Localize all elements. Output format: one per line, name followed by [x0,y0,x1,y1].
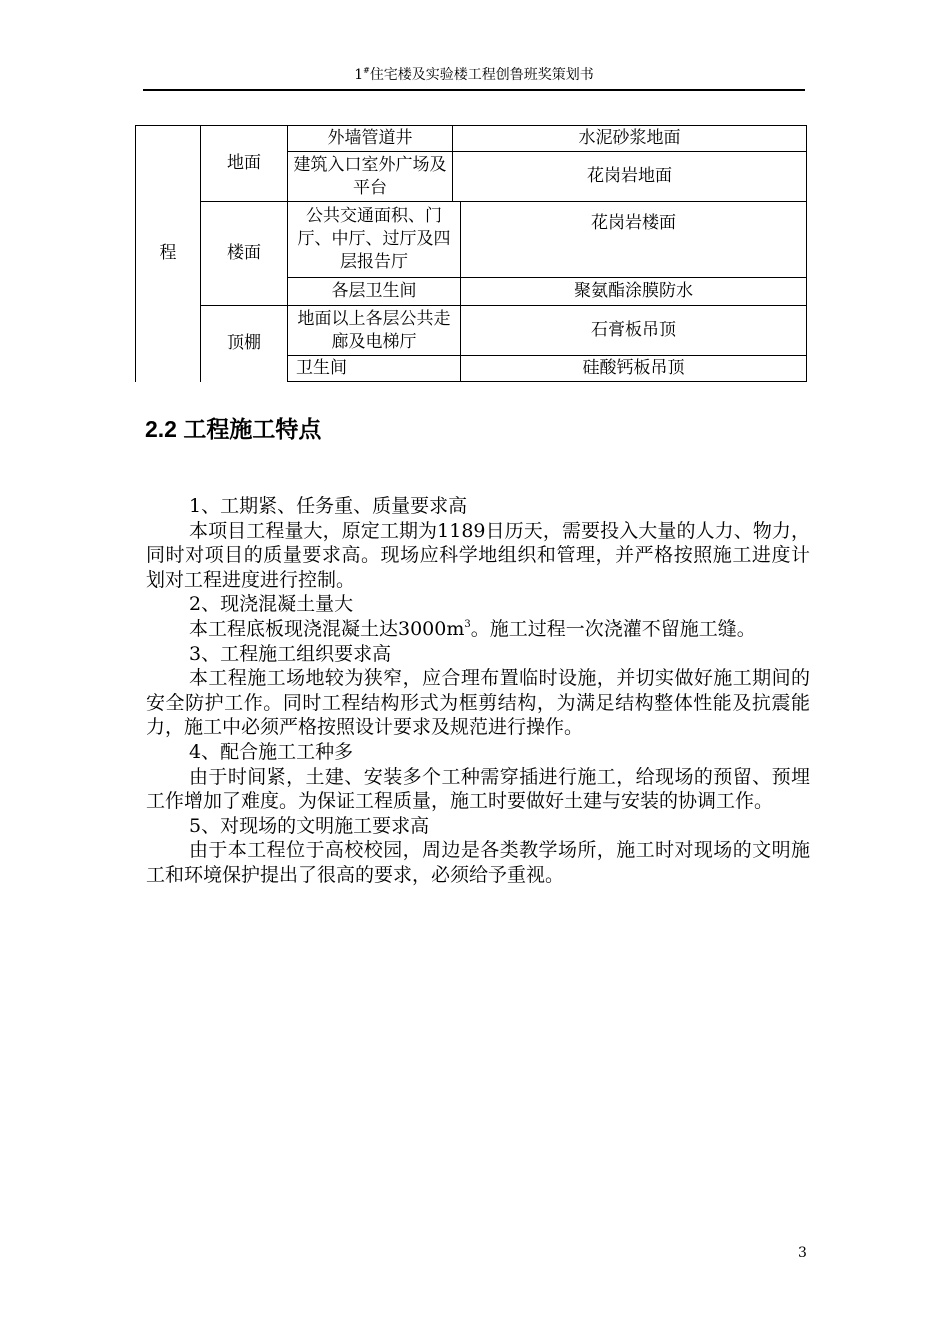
location-cell: 公共交通面积、门厅、中厅、过厅及四层报告厅 [288,202,461,278]
finish-cell: 水泥砂浆地面 [453,126,807,152]
location-cell: 地面以上各层公共走廊及电梯厅 [288,306,461,356]
location-cell: 建筑入口室外广场及平台 [288,152,453,202]
location-cell: 卫生间 [288,356,461,382]
finish-cell: 石膏板吊顶 [461,306,807,356]
item-text-part: 。施工过程一次浇灌不留施工缝。 [470,617,756,640]
category-cell: 程 [136,126,201,382]
item-title: 5、对现场的文明施工要求高 [189,814,430,837]
header-title-superscript: # [363,66,370,75]
item-title: 4、配合施工工种多 [189,740,354,763]
group-cell-slab: 楼面 [201,202,288,306]
section-heading: 2.2 工程施工特点 [145,416,322,442]
item-text: 由于时间紧，土建、安装多个工种需穿插进行施工，给现场的预留、预埋工作增加了难度。为保证工程质量，施工时要做好土建与安装的协调工作。 [146,765,810,813]
finish-cell: 花岗岩楼面 [461,202,807,278]
item-title: 3、工程施工组织要求高 [189,642,392,665]
header-rule [143,89,805,91]
page-header [143,66,805,84]
finish-cell: 花岗岩地面 [453,152,807,202]
table-row [136,202,807,278]
item-text: 本项目工程量大，原定工期为1189日历天，需要投入大量的人力、物力，同时对项目的质量要求高。现场应科学地组织和管理，并严格按照施工进度计划对工程进度进行控制。 [146,519,810,591]
header-title-prefix: 1 [354,67,364,83]
location-cell: 外墙管道井 [288,126,453,152]
location-cell: 各层卫生间 [288,278,461,306]
finish-cell: 硅酸钙板吊顶 [461,356,807,382]
page-number: 3 [798,1245,807,1261]
item-text-part: 本工程底板现浇混凝土达3000m [189,617,465,640]
finish-table [135,125,807,382]
item-text [146,617,810,642]
header-title: 住宅楼及实验楼工程创鲁班奖策划书 [369,67,594,83]
item-title: 2、现浇混凝土量大 [189,593,354,616]
item-text: 本工程施工场地较为狭窄，应合理布置临时设施，并切实做好施工期间的安全防护工作。同时工程结构形式为框剪结构，为满足结构整体性能及抗震能力，施工中必须严格按照设计要求及规范进行操作。 [146,667,810,739]
item-title: 1、工期紧、任务重、质量要求高 [189,495,468,517]
table-row [136,306,807,356]
item-text-superscript: 3 [464,618,471,630]
section-body [146,494,810,888]
group-cell-ceiling: 顶棚 [201,306,288,382]
finish-cell: 聚氨酯涂膜防水 [461,278,807,306]
item-text: 由于本工程位于高校校园，周边是各类教学场所，施工时对现场的文明施工和环境保护提出了很高的要求，必须给予重视。 [146,839,810,886]
group-cell-floor: 地面 [201,126,288,202]
table-row [136,126,807,152]
